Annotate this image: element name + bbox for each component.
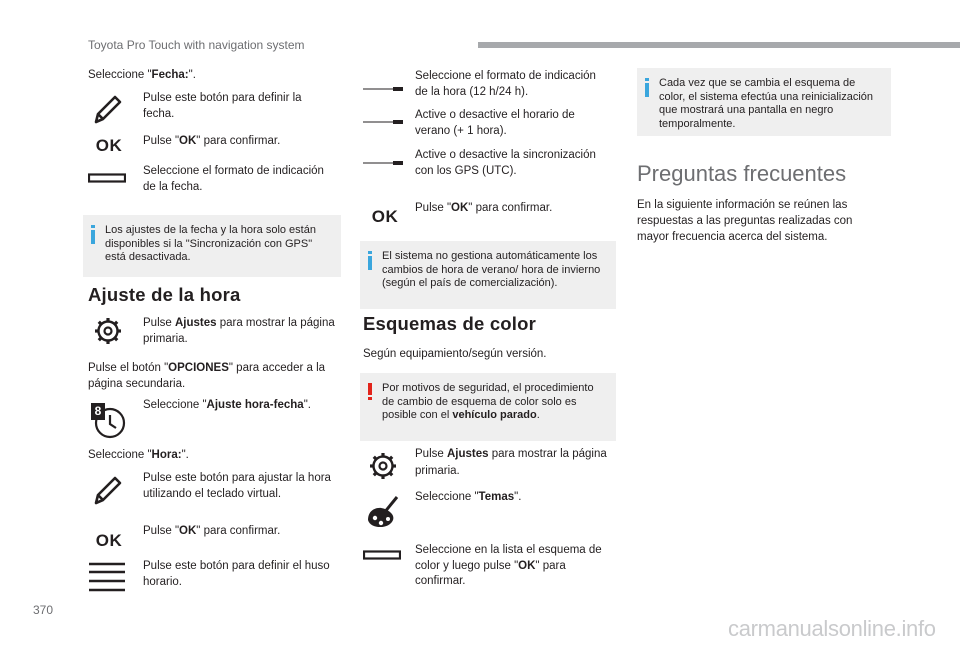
- pencil-time-description: Pulse este botón para ajustar la hora utilizando el teclado virtual.: [143, 472, 331, 500]
- clock-badge: 8: [91, 403, 105, 420]
- warning-note: Por motivos de seguridad, el procedimiento de cambio de esquema de color solo es posible con el vehículo parado.: [360, 373, 616, 441]
- ok-icon: OK: [371, 207, 399, 227]
- clock-icon: [91, 401, 129, 441]
- select-date-line: Seleccione "Fecha:".: [88, 69, 196, 81]
- gear-icon: [93, 316, 123, 346]
- header-title: Toyota Pro Touch with navigation system: [88, 38, 305, 52]
- select-scheme-description: Seleccione en la lista el esquema de color y luego pulse "OK" para confirmar.: [415, 544, 602, 587]
- info-note: [637, 68, 891, 136]
- section-heading-color: Esquemas de color: [363, 313, 537, 334]
- timezone-description: Pulse este botón para definir el huso horario.: [143, 560, 330, 588]
- ok-col2-description: Pulse "OK" para confirmar.: [415, 202, 553, 214]
- pencil-description: Pulse este botón para definir la fecha.: [143, 92, 302, 120]
- palette-icon: [364, 494, 402, 530]
- info-note: [360, 241, 616, 309]
- info-icon: [645, 78, 649, 97]
- page-number: 370: [33, 603, 54, 617]
- info-note-text: Los ajustes de la fecha y la hora solo están disponibles si la "Sincronización con GPS" está desactivada.: [105, 224, 316, 263]
- list-icon: [88, 561, 126, 593]
- settings-description: Pulse Ajustes para mostrar la página primaria.: [143, 317, 335, 345]
- summer-time-description: Active o desactive el horario de verano (+ 1 hora).: [415, 109, 575, 137]
- ok-icon: OK: [95, 136, 123, 156]
- pencil-icon: [86, 472, 128, 508]
- section-heading-time: Ajuste de la hora: [88, 284, 241, 305]
- section-heading-faq: Preguntas frecuentes: [637, 161, 847, 186]
- clock-description: Seleccione "Ajuste hora-fecha".: [143, 399, 311, 411]
- toggle-slider-icon: [363, 158, 403, 168]
- equipment-note: Según equipamiento/según versión.: [363, 348, 547, 360]
- rectangle-button-icon: [363, 550, 401, 560]
- ok-description: Pulse "OK" para confirmar.: [143, 135, 281, 147]
- faq-intro: En la siguiente información se reúnen las respuestas a las preguntas realizadas con mayor frecuencia acerca del sistema.: [637, 199, 853, 243]
- gear-icon: [368, 451, 398, 481]
- info-icon: [368, 251, 372, 270]
- warning-icon: [368, 383, 372, 402]
- info-note-text: El sistema no gestiona automáticamente los cambios de hora de verano/ hora de invierno (según el país de comercialización).: [382, 250, 601, 289]
- header-bar: [478, 42, 960, 48]
- info-note-text: Cada vez que se cambia el esquema de color, el sistema efectúa una reinicialización que mostrará una pantalla en negro temporalmente.: [659, 77, 874, 130]
- rectangle-button-icon: [88, 173, 126, 183]
- pencil-icon: [86, 91, 128, 127]
- toggle-slider-icon: [363, 117, 403, 127]
- info-icon: [91, 225, 95, 244]
- date-format-description: Seleccione el formato de indicación de la fecha.: [143, 165, 324, 193]
- select-hour-line: Seleccione "Hora:".: [88, 449, 189, 461]
- themes-description: Seleccione "Temas".: [415, 491, 522, 503]
- gps-sync-description: Active o desactive la sincronización con los GPS (UTC).: [415, 149, 596, 177]
- ok-icon: OK: [95, 531, 123, 551]
- hour-format-description: Seleccione el formato de indicación de la hora (12 h/24 h).: [415, 70, 596, 98]
- ok-time-description: Pulse "OK" para confirmar.: [143, 525, 281, 537]
- toggle-slider-icon: [363, 84, 403, 94]
- info-note: [83, 215, 341, 277]
- watermark: carmanualsonline.info: [728, 616, 936, 641]
- options-description: Pulse el botón "OPCIONES" para acceder a la página secundaria.: [88, 362, 326, 390]
- settings-col2-description: Pulse Ajustes para mostrar la página primaria.: [415, 448, 607, 477]
